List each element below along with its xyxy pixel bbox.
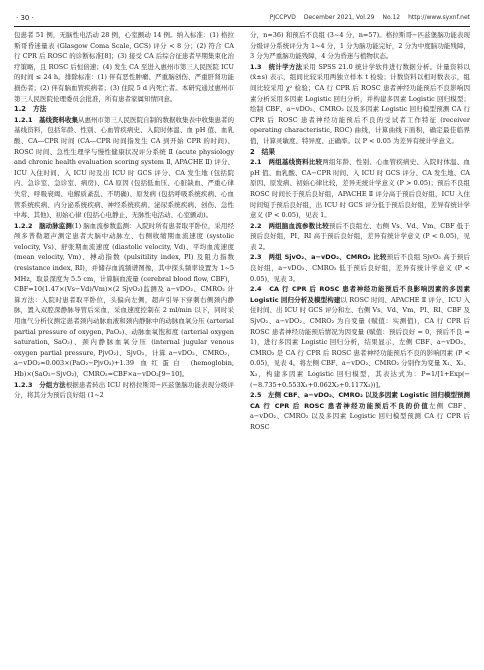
paragraph: 分，n=36) 和预后不良组 (3~4 分，n=57)。格拉斯哥−匹兹堡脑功能表现分级评分系统评分为 1~4 分，1 分为脑功能完好，2 分为中度脑功能残障，3 分为严重脑功能残障，4 分为昏迷与植物状态。 (250, 31, 470, 61)
subsection-heading-2-3: 2.3 两组 SjvO₂、a−vDO₂、CMRO₂ 比较 (250, 253, 387, 262)
subsection-heading-1-2-1: 1.2.1 基线资料收集 (14, 115, 79, 124)
paragraph: (1) 脑血流参数监测：入院时所有患者取平卧位，采用经颅多普勒超声测定患者大脑中动脉左、右侧收缩期血流速度 (systolic velocity, Vs)、舒张期血流速度 (diastolic velocity, Vd)、平均血流速度 (mean velocity, Vm)、搏动指数 (pulsitility index, PI) 及阻力指数 (resistance index, RI)，并储存血流频谱图像，其中探头频率设置为 1~5 MHz，取景深度为 5.5 cm，计算脑血流量 (cerebral blood flow, CBF)，CBF=10(1.47×(Vs−Vd)/Vm)×(2 SjvO₂)监测及 a−vDO₂、CMRO₂ 计算方法：入院时患者取平卧位，头偏向左侧，超声引导下穿刺右侧颈内静脉，置入双腔深静脉导管后采血，采血速度控制在 2 ml/min 以下，同时采用血气分析仪测定患者颈内动脉血液和颈内静脉中的动脉血氧分压 (arterial partial pressure of oxygen, PaO₂)、动脉血氧饱和度 (arterial oxygen saturation, SaO₂)、颈内静脉血氧分压 (internal jugular venous oxygen partial pressure, PjvO₂)、SjvO₂，计算 a−vDO₂、CMRO₂，a−vDO₂=0.003×(PaO₂−PjvO₂)+1.39 血红蛋白 (hemoglobin, Hb)×(SaO₂−SjvO₂)，CMRO₂=CBF×a−vDO₂[9−10]。 (14, 221, 234, 378)
journal-date: December 2021, Vol.29 (303, 14, 375, 21)
paragraph: 以 ROSC 时间、APACHE Ⅱ 评分、ICU 入住时间、出 ICU 时 GCS 评分和左、右侧 Vs、Vd、Vm、PI、RI、CBF 及 SjvO₂、a−vDO₂、CMRO₂ 为自变量 (赋值：实测值)，CA 行 CPR 后 ROSC 患者神经功能预后情况为因变量 (赋值：预后良好 = 0，预后不良 = 1)，进行多因素 Logistic 回归分析，结果显示，左侧 CBF、a−vDO₂、CMRO₂ 是 CA 行 CPR 后 ROSC 患者神经功能预后不良的影响因素 (P < 0.05)，见表 4。将左侧 CBF、a−vDO₂、CMRO₂ 分别作为变量 X₁、X₂、X₃，构建多因素 Logistic 回归模型，其表达式为：P=1/[1+Exp(−(−8.735+0.553X₁+0.062X₂+0.117X₃))]。 (250, 295, 471, 389)
running-header (14, 12, 470, 27)
journal-url[interactable]: http://www.syxnf.net (408, 14, 470, 21)
section-heading-1-2: 1.2 方法 (14, 105, 47, 114)
paragraph: 左侧 CBF、a−vDO₂、CMRO₂ 以及多因素 Logistic 回归模型预测 CA 行 CPR 后 ROSC (250, 401, 470, 431)
subsection-heading-2-1: 2.1 两组基线资料比较 (250, 158, 323, 167)
journal-info (262, 12, 470, 24)
subsection-heading-1-2-2: 1.2.2 脑动脉监测 (14, 221, 72, 230)
journal-issue: No.12 (382, 14, 401, 21)
paragraph: 预后不良组 SjvO₂ 高于预后良好组，a−vDO₂、CMRO₂ 低于预后良好组，差异有统计学意义 (P < 0.05)，见表 3。 (250, 253, 470, 283)
subsection-heading-1-2-3: 1.2.3 分组方法 (14, 380, 66, 389)
subsection-heading-2-2: 2.2 两组脑血流参数比较 (250, 221, 329, 230)
section-heading-2: 2 结果 (250, 147, 276, 156)
paragraph: 采用 SPSS 21.0 统计学软件进行数据分析。计量资料以 (x̄±s) 表示，组间比较采用两独立样本 t 检验；计数资料以相对数表示，组间比较采用 χ² 检验；CA 行 CPR 后 ROSC 患者神经功能预后不良影响因素分析采用多因素 Logistic 回归分析，并构建多因素 Logistic 回归模型；绘制 CBF、a−vDO₂、CMRO₂ 以及多因素 Logistic 回归模型预测 CA 行 CPR 后 ROSC 患者神经功能预后不良的受试者工作特征 (receiver operating characteristic, ROC) 曲线，计算曲线下面积，确定最佳临界值，计算灵敏度、特异度、正确率。以 P < 0.05 为差异有统计学意义。 (250, 62, 470, 145)
section-heading-1-3: 1.3 统计学方法 (250, 62, 303, 71)
paragraph: 包患者 51 例，无脑性电活动 28 例，心室颤动 14 例。纳入标准：(1) 格拉斯哥昏迷量表 (Glasgow Coma Scale, GCS) 评分 < 8 分；(2) 符合 CA 行 CPR 后 ROSC 的诊断标准[8]；(3) 接受 CA 后综合征患者早期集束化治疗策略，且 ROSC 后恒倍速；(4) 发生 CA 至进入惠州市第三人民医院 ICU 的时间 ≤ 24 h。排除标准：(1) 伴有恶性肿瘤、严重脑创伤、严重肝肾功能损伤者；(2) 伴有脑血管疾病者；(3) 住院 5 d 内死亡者。本研究通过惠州市第三人民医院伦理委员会批准，所有患者家属知情同意。 (14, 31, 234, 103)
journal-abbrev: PJCCPVD (269, 14, 296, 21)
subsection-heading-2-5: 2.5 左侧 CBF、a−vDO₂、CMRO₂ 以及多因素 Logistic 回归模型预测 CA 行 CPR 后 ROSC 患者神经功能预后不良的价值 (250, 391, 470, 410)
paragraph: 预后不良组左、右侧 Vs、Vd、Vm、CBF 低于预后良好组，PI、RI 高于预后良好组，差异有统计学意义 (P < 0.05)，见表 2。 (250, 221, 470, 251)
paragraph: 从惠州市第三人民医院自制的数据收集表中收集患者的基线资料，包括年龄、性别、心血管疾病史、入院时体温、血 pH 值、血乳酸、CA—CPR 时间 (CA—CPR 时间指发生 CA 到开始 CPR 的时间)、ROSC 时间、急性生理学与慢性健康状况评分系统 Ⅱ (acute physiology and chronic health evaluation scoring system Ⅱ, APACHE Ⅱ) 评分、ICU 入住时间、入 ICU 时及出 ICU 时 GCS 评分、CA 发生地 (包括院内、急诊室、急诊室、病房)、CA 原因 (包括低血压、心脏缺血、严重心律失常、呼吸衰竭、电解质紊乱、不明确)、原发病 (包括呼吸系统疾病、心血管系统疾病、内分泌系统疾病、神经系统疾病、泌尿系统疾病、创伤、急性中毒、其他)、初始心律 (包括心电静止、无脉性电活动、心室颤动)。 (14, 115, 235, 220)
left-column (14, 30, 234, 401)
paragraph: 根据患者转出 ICU 时格拉斯哥−匹兹堡脑功能表现分级评分，将其分为预后良好组 (1~2 (14, 380, 234, 400)
paragraph: 两组年龄、性别、心血管疾病史、入院时体温、血 pH 值、血乳酸、CA−CPR 时间、入 ICU 时 GCS 评分、CA 发生地、CA 原因、原发病、初始心律比较，差异无统计学意义 (P > 0.05)；预后不良组 ROSC 时间长于预后良好组，APACHE Ⅱ 评分高于预后良好组，ICU 入住时间短于预后良好组，出 ICU 时 GCS 评分低于预后良好组，差异有统计学意义 (P < 0.05)，见表 1。 (250, 158, 471, 220)
subsection-heading-2-4: 2.4 CA 行 CPR 后 ROSC 患者神经功能预后不良影响因素的多因素 Logistic 回归分析及模型构建 (250, 285, 470, 304)
page-number: · 30 · (16, 14, 34, 22)
right-column (250, 30, 470, 433)
